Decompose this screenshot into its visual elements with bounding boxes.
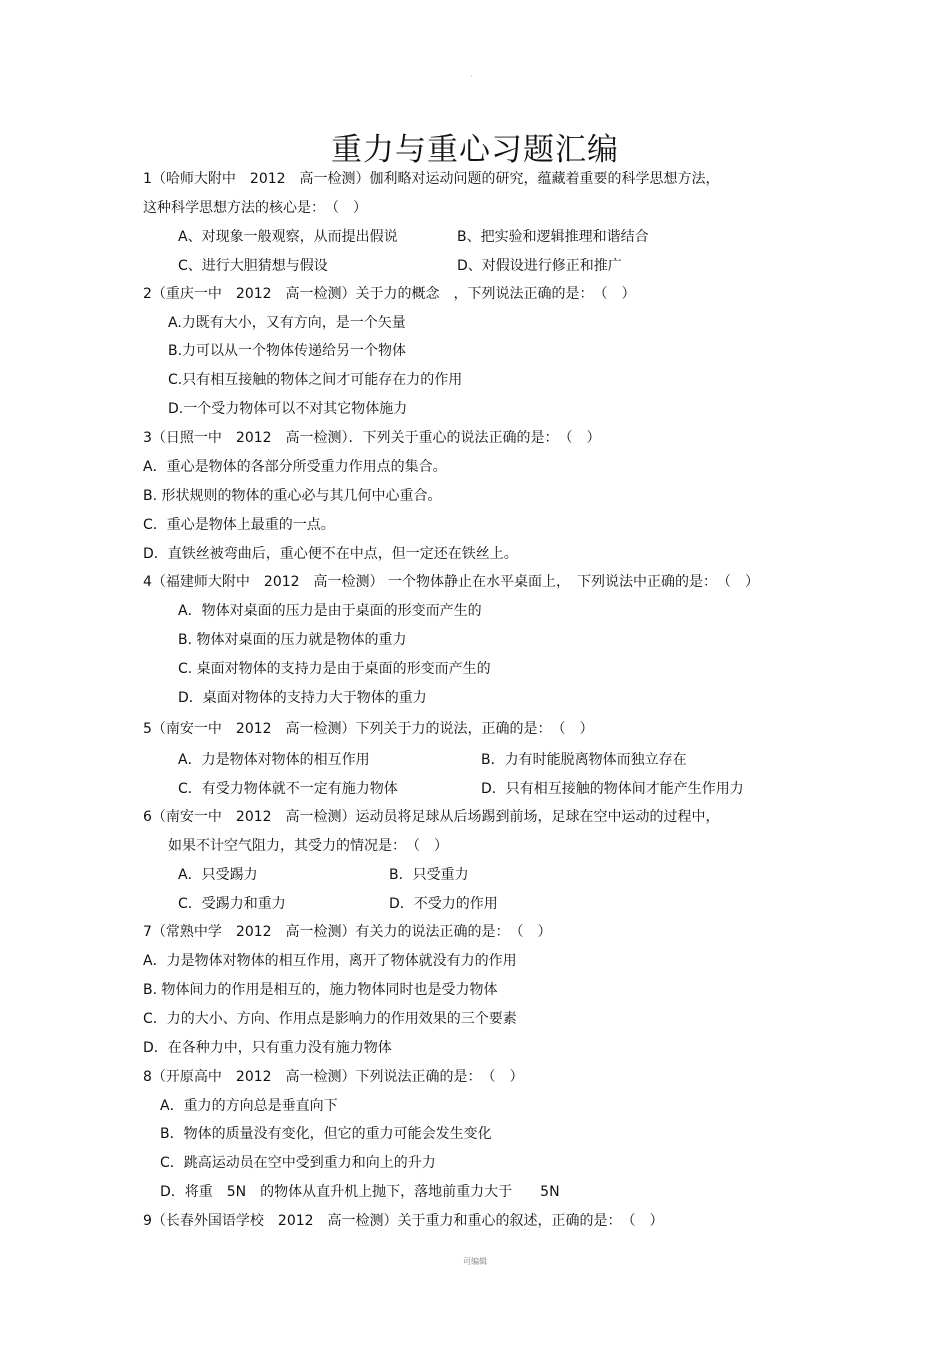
q2-option-a: A.力既有大小，又有方向，是一个矢量	[168, 315, 406, 331]
q1-option-c: C、进行大胆猜想与假设	[178, 258, 328, 274]
q5-option-b: B．力有时能脱离物体而独立存在	[481, 752, 687, 768]
q6-stem-line2: 如果不计空气阻力，其受力的情况是： （ ）	[168, 838, 448, 854]
q2-stem: 2（重庆一中 2012 高一检测）关于力的概念 ，下列说法正确的是： （ ）	[143, 286, 636, 302]
q5-option-d: D．只有相互接触的物体间才能产生作用力	[481, 781, 744, 797]
q4-option-a: A．物体对桌面的压力是由于桌面的形变而产生的	[178, 603, 482, 619]
q1-stem-line1: 1（哈师大附中 2012 高一检测）伽利略对运动问题的研究，蕴藏着重要的科学思想方法，	[143, 171, 720, 187]
q5-option-a: A．力是物体对物体的相互作用	[178, 752, 370, 768]
q6-option-d: D．不受力的作用	[389, 896, 498, 912]
q8-stem: 8（开原高中 2012 高一检测）下列说法正确的是： （ ）	[143, 1069, 524, 1085]
q7-stem: 7（常熟中学 2012 高一检测）有关力的说法正确的是： （ ）	[143, 924, 552, 940]
document-title: 重力与重心习题汇编	[331, 132, 619, 168]
q4-option-b: B. 物体对桌面的压力就是物体的重力	[178, 632, 407, 648]
q3-stem: 3（日照一中 2012 高一检测）．下列关于重心的说法正确的是： （ ）	[143, 430, 601, 446]
q3-option-b: B. 形状规则的物体的重心必与其几何中心重合。	[143, 488, 442, 504]
q7-option-c: C．力的大小、方向、作用点是影响力的作用效果的三个要素	[143, 1011, 517, 1027]
q8-option-a: A．重力的方向总是垂直向下	[160, 1098, 338, 1114]
q7-option-a: A．力是物体对物体的相互作用，离开了物体就没有力的作用	[143, 953, 517, 969]
q3-option-a: A．重心是物体的各部分所受重力作用点的集合。	[143, 459, 447, 475]
q4-option-d: D．桌面对物体的支持力大于物体的重力	[178, 690, 427, 706]
q7-option-b: B. 物体间力的作用是相互的，施力物体同时也是受力物体	[143, 982, 498, 998]
q3-option-d: D．直铁丝被弯曲后，重心便不在中点，但一定还在铁丝上。	[143, 546, 518, 562]
q5-option-c: C．有受力物体就不一定有施力物体	[178, 781, 398, 797]
q2-option-b: B.力可以从一个物体传递给另一个物体	[168, 343, 407, 359]
q5-stem: 5（南安一中 2012 高一检测）下列关于力的说法，正确的是： （ ）	[143, 721, 594, 737]
q1-option-d: D、对假设进行修正和推广	[457, 258, 622, 274]
q6-option-b: B．只受重力	[389, 867, 469, 883]
q6-option-a: A．只受踢力	[178, 867, 258, 883]
q2-option-c: C.只有相互接触的物体之间才可能存在力的作用	[168, 372, 463, 388]
top-mark: ·	[470, 72, 473, 81]
q8-option-d: D．将重 5N 的物体从直升机上抛下，落地前重力大于 5N	[160, 1184, 560, 1200]
q3-option-c: C．重心是物体上最重的一点。	[143, 517, 335, 533]
page-footer: 可编辑	[463, 1257, 487, 1266]
q1-option-a: A、对现象一般观察，从而提出假说	[178, 229, 398, 245]
q6-stem-line1: 6（南安一中 2012 高一检测）运动员将足球从后场踢到前场，足球在空中运动的过程中，	[143, 809, 720, 825]
q6-option-c: C．受踢力和重力	[178, 896, 286, 912]
q4-option-c: C. 桌面对物体的支持力是由于桌面的形变而产生的	[178, 661, 491, 677]
q1-stem-line2: 这种科学思想方法的核心是： （ ）	[143, 200, 367, 216]
q8-option-c: C．跳高运动员在空中受到重力和向上的升力	[160, 1155, 436, 1171]
q1-option-b: B、把实验和逻辑推理和谐结合	[457, 229, 649, 245]
q7-option-d: D．在各种力中，只有重力没有施力物体	[143, 1040, 392, 1056]
q9-stem: 9（长春外国语学校 2012 高一检测）关于重力和重心的叙述，正确的是： （ ）	[143, 1213, 664, 1229]
q4-stem: 4（福建师大附中 2012 高一检测） 一个物体静止在水平桌面上， 下列说法中正确的是： （ ）	[143, 574, 759, 590]
q2-option-d: D.一个受力物体可以不对其它物体施力	[168, 401, 408, 417]
q8-option-b: B．物体的质量没有变化，但它的重力可能会发生变化	[160, 1126, 492, 1142]
